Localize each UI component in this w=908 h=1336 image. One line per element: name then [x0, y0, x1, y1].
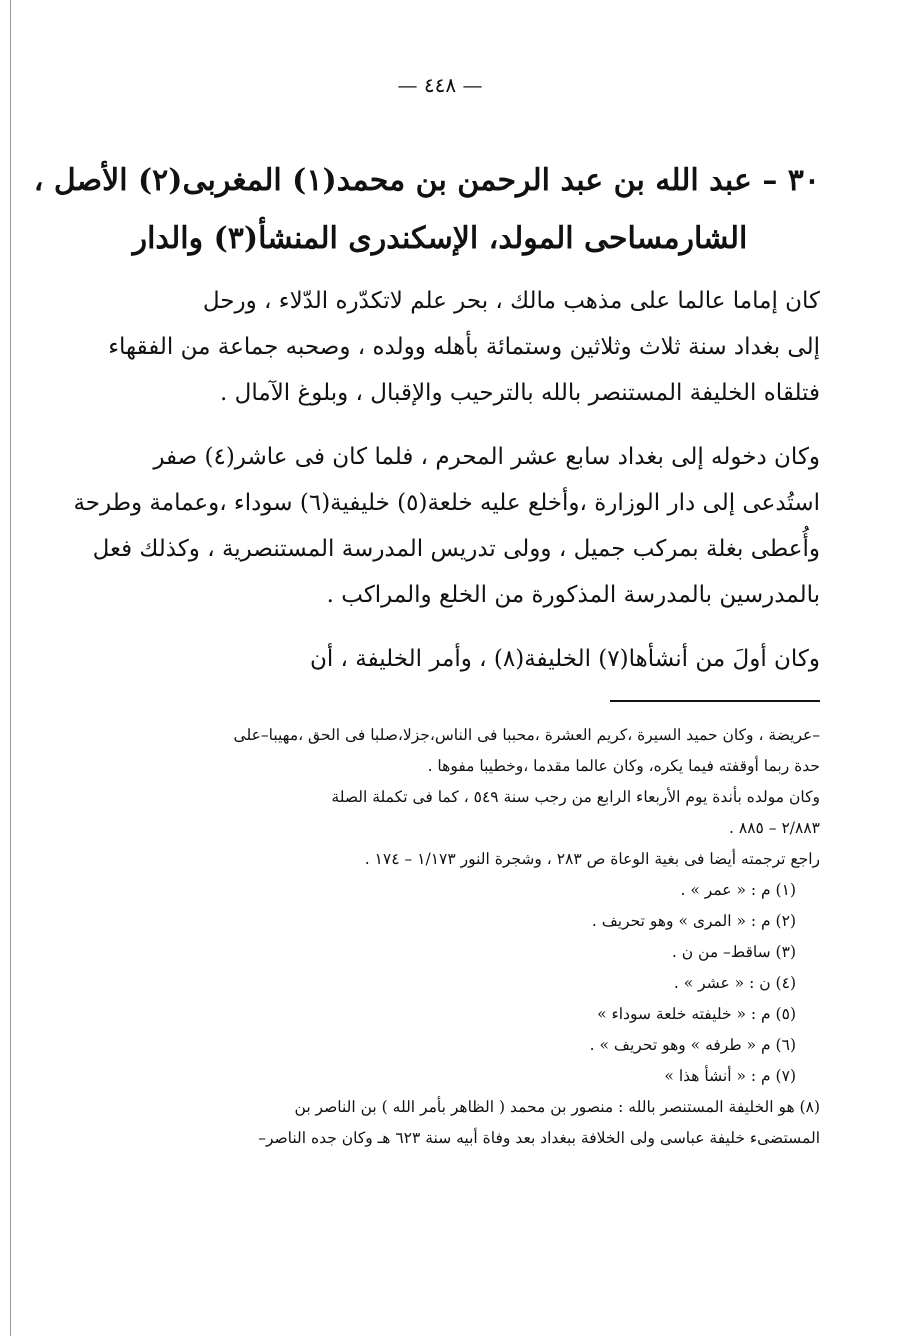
footnote-line: ٢/٨٨٣ – ٨٨٥ . [729, 819, 820, 837]
footnote-separator [610, 700, 820, 702]
scan-edge-line [10, 0, 11, 1336]
entry-heading-line-2: الشارمساحى المولد، الإسكندرى المنشأ(٣) والدار [132, 221, 748, 256]
footnote-item: (٤) ن : « عشر » . [673, 974, 796, 992]
footnotes [60, 720, 820, 1154]
footnote-item: (٣) ساقط– من ن . [671, 943, 796, 961]
paragraph-line: كان إماما عالما على مذهب مالك ، بحر علم لاتكدّره الدّلاء ، ورحل [202, 288, 820, 314]
entry-heading-line-1: ٣٠ – عبد الله بن عبد الرحمن بن محمد(١) المغربى(٢) الأصل ، [33, 163, 820, 198]
paragraph-line: فتلقاه الخليفة المستنصر بالله بالترحيب والإقبال ، وبلوغ الآمال . [220, 380, 820, 406]
footnote-line: المستضىء خليفة عباسى ولى الخلافة ببغداد بعد وفاة أبيه سنة ٦٢٣ هـ وكان جده الناصر– [258, 1129, 820, 1147]
book-page [33, 70, 820, 1154]
footnote-line: وكان مولده بأندة يوم الأربعاء الرابع من رجب سنة ٥٤٩ ، كما فى تكملة الصلة [331, 788, 820, 806]
footnote-line: حدة ربما أوقفته فيما يكره، وكان عالما مقدما ،وخطيبا مفوها . [427, 757, 820, 775]
paragraph-2 [60, 434, 820, 618]
paragraph-line: وكان أولَ من أنشأها(٧) الخليفة(٨) ، وأمر الخليفة ، أن [309, 646, 820, 672]
footnote-line: –عريضة ، وكان حميد السيرة ،كريم العشرة ،محببا فى الناس،جزلا،صلبا فى الحق ،مهيبا–على [233, 726, 820, 744]
footnote-line: راجع ترجمته أيضا فى بغية الوعاة ص ٢٨٣ ، وشجرة النور ١/١٧٣ – ١٧٤ . [364, 850, 820, 868]
footnote-item: (٢) م : « المرى » وهو تحريف . [591, 912, 796, 930]
entry-heading [33, 152, 820, 268]
paragraph-line: إلى بغداد سنة ثلاث وثلاثين وستمائة بأهله وولده ، وصحبه جماعة من الفقهاء [108, 334, 820, 360]
paragraph-3 [60, 636, 820, 682]
footnote-line: (٨) هو الخليفة المستنصر بالله : منصور بن محمد ( الظاهر بأمر الله ) بن الناصر بن [294, 1098, 820, 1116]
paragraph-line: وكان دخوله إلى بغداد سابع عشر المحرم ، فلما كان فى عاشر(٤) صفر [153, 444, 820, 470]
page-number: — ٤٤٨ — [397, 73, 483, 97]
footnote-item: (٧) م : « أنشأ هذا » [664, 1067, 796, 1085]
footnote-item: (٥) م : « خليفته خلعة سوداء » [597, 1005, 796, 1023]
paragraph-line: بالمدرسين بالمدرسة المذكورة من الخلع والمراكب . [326, 582, 820, 608]
footnote-item: (١) م : « عمر » . [680, 881, 796, 899]
footnote-item: (٦) م « طرفه » وهو تحريف » . [589, 1036, 796, 1054]
paragraph-line: استُدعى إلى دار الوزارة ،وأخلع عليه خلعة(٥) خليفية(٦) سوداء ،وعمامة وطرحة [73, 490, 820, 516]
paragraph-line: وأُعطى بغلة بمركب جميل ، وولى تدريس المدرسة المستنصرية ، وكذلك فعل [92, 536, 820, 562]
paragraph-1 [60, 278, 820, 416]
